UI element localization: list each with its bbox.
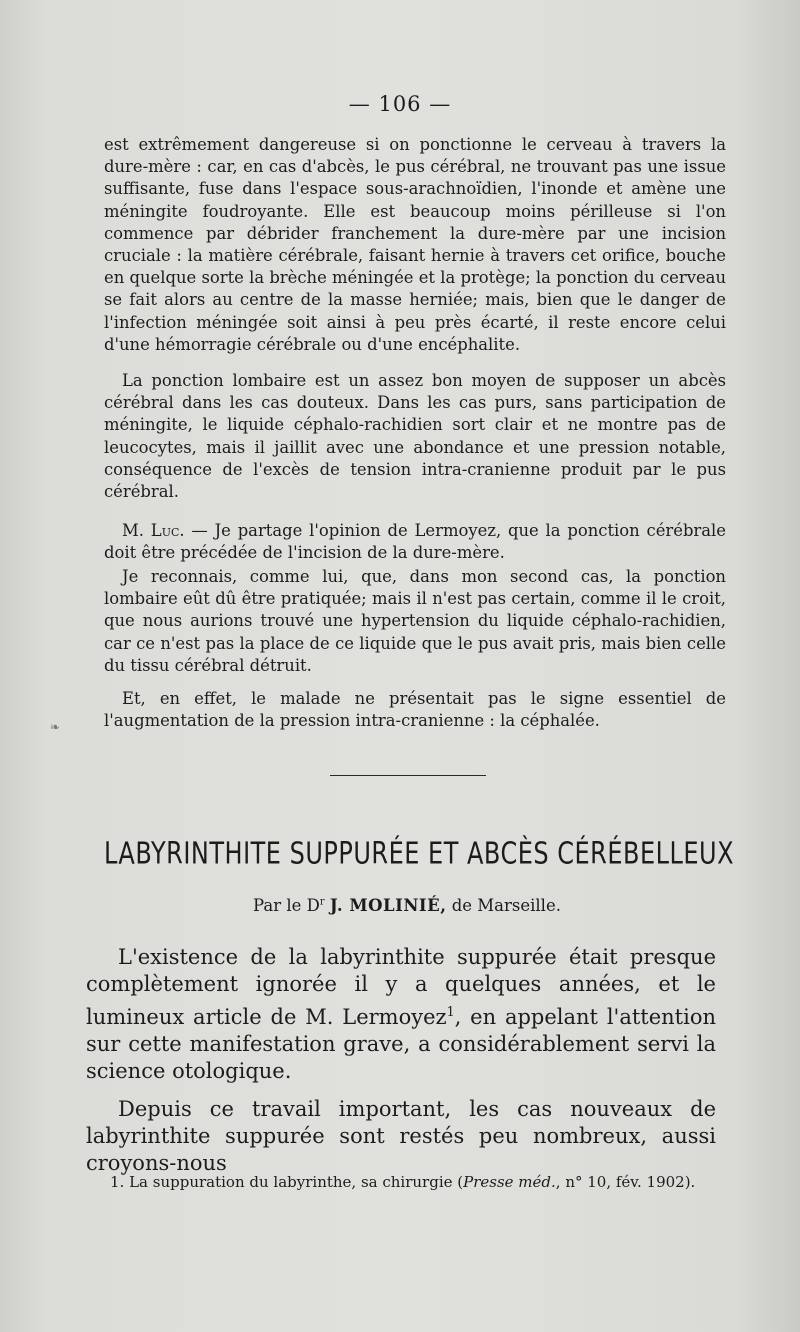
article-paragraph-2 [86, 1096, 716, 1177]
paragraph-text: Et, en effet, le malade ne présentait pas le signe essentiel de l'augmentation de la pression intra-cranienne : la céphalée. [104, 689, 726, 731]
paragraph-text [86, 944, 716, 1085]
footnote-journal: Presse méd. [463, 1173, 556, 1191]
paragraph-text [104, 520, 726, 564]
footnote-text-end: , n° 10, fév. 1902). [555, 1173, 696, 1191]
footnote-number: 1. [110, 1173, 125, 1191]
byline-prefix: Par le D [253, 896, 320, 915]
paragraph-text: Depuis ce travail important, les cas nouveaux de labyrinthite suppurée sont restés peu nombreux, aussi croyons-nous [86, 1097, 716, 1175]
byline-sup: r [319, 896, 325, 908]
speaker-name: M. Luc. [122, 521, 185, 540]
discussion-paragraph-1 [104, 134, 726, 356]
speaker-paragraph [104, 520, 726, 564]
speaker-statement: — Je partage l'opinion de Lermoyez, que la ponction cérébrale doit être précédée de l'incision de la dure-mère. [104, 521, 726, 563]
section-title: LABYRINTHITE SUPPURÉE ET ABCÈS CÉRÉBELLEUX [104, 836, 735, 871]
footnote-reference: 1 [446, 1004, 455, 1019]
footnote [88, 1172, 712, 1192]
margin-mark: ❧ [50, 720, 61, 734]
paragraph-text: est extrêmement dangereuse si on ponctionne le cerveau à travers la dure-mère : car, en cas d'abcès, le pus cérébral, ne trouvant pas une issue suffisante, fuse dans l'espace sous-arachnoïdien, l'inonde et amène une méningite foudroyante. Elle est beaucoup moins périlleuse si l'on commence par débrider franchement la dure-mère par une incision cruciale : la matière cérébrale, faisant hernie à travers cet orifice, bouche en quelque sorte la brèche méningée et la protège; la ponction du cerveau se fait alors au centre de la masse herniée; mais, bien que le danger de l'infection méningée soit ainsi à peu près écarté, il reste encore celui d'une hémorragie cérébrale ou d'une encéphalite. [104, 135, 726, 354]
paragraph-part: L'existence de la labyrinthite suppurée était presque complètement ignorée il y a quelques années, et le lumineux article de M. Lermoyez [86, 945, 716, 1029]
discussion-paragraph-4 [104, 688, 726, 732]
byline-suffix: de Marseille. [446, 896, 561, 915]
article-paragraph-1 [86, 944, 716, 1085]
paragraph-text: Je reconnais, comme lui, que, dans mon second cas, la ponction lombaire eût dû être pratiquée; mais il n'est pas certain, comme il le croit, que nous aurions trouvé une hypertension du liquide céphalo-rachidien, car ce n'est pas la place de ce liquide que le pus avait pris, mais bien celle du tissu cérébral détruit. [104, 567, 726, 675]
section-divider [330, 775, 486, 776]
byline [104, 896, 710, 915]
discussion-paragraph-2 [104, 370, 726, 503]
paragraph-part: , en appelant l'attention sur cette manifestation grave, a considérablement servi la science otologique. [86, 1005, 716, 1083]
byline-author: J. MOLINIÉ, [329, 896, 447, 915]
footnote-text: La suppuration du labyrinthe, sa chirurgie ( [124, 1173, 464, 1191]
paragraph-text: La ponction lombaire est un assez bon moyen de supposer un abcès cérébral dans les cas douteux. Dans les cas purs, sans participation de méningite, le liquide céphalo-rachidien sort clair et ne montre pas de leucocytes, mais il jaillit avec une abondance et une pression notable, conséquence de l'excès de tension intra-cranienne produit par le pus cérébral. [104, 371, 726, 502]
page-number: — 106 — [348, 92, 452, 116]
discussion-paragraph-3 [104, 566, 726, 677]
